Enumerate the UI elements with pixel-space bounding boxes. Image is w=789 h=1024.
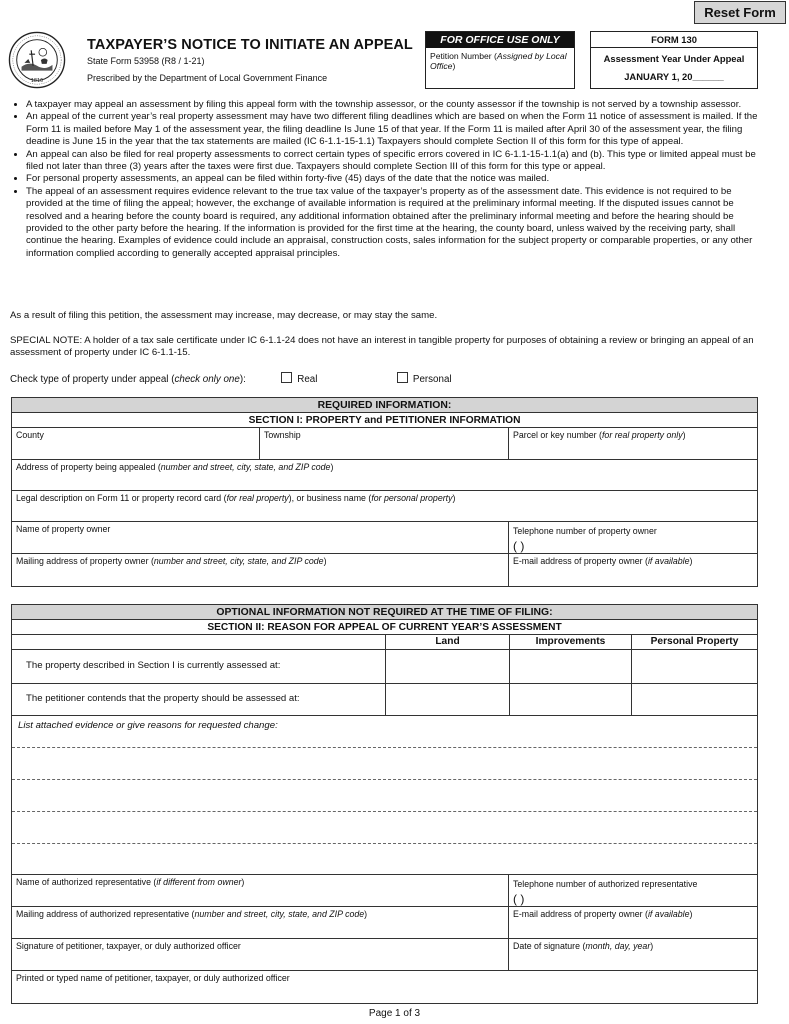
evidence-line (12, 780, 757, 812)
property-address-label: Address of property being appealed ( (16, 462, 161, 472)
signature-date-hint: month, day, year (585, 941, 651, 951)
owner-phone-label: Telephone number of property owner (513, 526, 657, 536)
owner-mailing-field[interactable] (12, 554, 509, 586)
property-type-hint: check only one (174, 374, 240, 385)
township-label: Township (264, 430, 301, 440)
rep-mailing-label: Mailing address of authorized representative ( (16, 909, 195, 919)
rep-phone-field[interactable] (509, 875, 757, 906)
owner-name-field[interactable] (12, 522, 509, 553)
property-type-label-end: ): (239, 374, 246, 385)
rep-name-hint: if different from owner (156, 877, 242, 887)
row-current-label: The property described in Section I is currently assessed at: (12, 650, 386, 683)
legal-label-b: for real property (226, 493, 289, 503)
evidence-line (12, 812, 757, 844)
evidence-field[interactable] (12, 716, 757, 875)
rep-mailing-hint: number and street, city, state, and ZIP code (194, 909, 365, 919)
rep-mailing-close: ) (364, 909, 368, 919)
rep-email-label: E-mail address of property owner ( (513, 909, 648, 919)
rep-email-close: ) (689, 909, 693, 919)
parcel-hint: for real property only (601, 430, 683, 440)
owner-name-label: Name of property owner (16, 524, 111, 534)
office-use-box (425, 31, 575, 89)
legal-description-field[interactable] (12, 491, 757, 521)
row-contends-label: The petitioner contends that the property should be assessed at: (12, 684, 386, 715)
petition-number-close: ) (452, 61, 456, 71)
result-note: As a result of filing this petition, the assessment may increase, may decrease, or may stay the same. (10, 310, 438, 321)
parcel-label: Parcel or key number ( (513, 430, 602, 440)
section-1 (11, 397, 758, 587)
personal-checkbox[interactable] (397, 372, 408, 383)
contended-personal-field[interactable] (632, 684, 757, 715)
township-field[interactable] (260, 428, 509, 459)
real-checkbox[interactable] (281, 372, 292, 383)
assessment-year-label: Assessment Year Under Appeal (603, 53, 745, 64)
rep-email-field[interactable] (509, 907, 757, 938)
instruction-item: • The appeal of an assessment requires evidence relevant to the true tax value of the taxpayer’s property as of the assessment date. This evidence is not required to be provided at the time of filing the appeal; however, the exchange of available information is required at the preliminary informal meeting. If the disputed issues cannot be resolved and a hearing before the county board is required, any additional information obtained after the preliminary informal meeting and before the hearing should be provided to the other party before the hearing. If the information is provided for the first time at the hearing, the county board, unless waived by the receiving party, shall continue the hearing. Examples of evidence could include an appraisal, construction costs, sales information for the subject property or comparable properties, or any other information complied according to generally accepted appraisal principles. (26, 186, 760, 260)
rep-email-hint: if available (647, 909, 690, 919)
petition-number-note: Assigned by Local Office (430, 51, 567, 71)
signature-date-label: Date of signature ( (513, 941, 586, 951)
rep-name-close: ) (241, 877, 245, 887)
rep-name-label: Name of authorized representative ( (16, 877, 157, 887)
col-personal-property: Personal Property (650, 636, 739, 647)
property-address-hint: number and street, city, state, and ZIP code (160, 462, 331, 472)
rep-name-field[interactable] (12, 875, 509, 906)
section-1-title: SECTION I: PROPERTY and PETITIONER INFORMATION (12, 413, 757, 428)
property-address-close: ) (330, 462, 334, 472)
section-2 (11, 604, 758, 1004)
legal-label-a: Legal description on Form 11 or property record card ( (16, 493, 227, 503)
prescribed-by: Prescribed by the Department of Local Government Finance (87, 73, 328, 83)
reset-form-button[interactable]: Reset Form (694, 1, 786, 24)
owner-mailing-hint: number and street, city, state, and ZIP code (153, 556, 324, 566)
owner-email-hint: if available (647, 556, 690, 566)
real-label: Real (297, 374, 318, 385)
office-use-title: FOR OFFICE USE ONLY (426, 32, 574, 48)
section-2-title: SECTION II: REASON FOR APPEAL OF CURRENT YEAR’S ASSESSMENT (12, 620, 757, 635)
owner-phone-paren: ( ) (513, 539, 525, 553)
evidence-line (12, 748, 757, 780)
owner-mailing-close: ) (323, 556, 327, 566)
county-label: County (16, 430, 44, 440)
form-number: FORM 130 (591, 32, 757, 48)
signature-date-field[interactable] (509, 939, 757, 970)
signature-field[interactable] (12, 939, 509, 970)
petition-number-field[interactable] (426, 48, 574, 71)
property-type-row (10, 372, 452, 385)
rep-phone-paren: ( ) (513, 892, 525, 906)
col-improvements: Improvements (510, 635, 632, 649)
page-number: Page 1 of 3 (368, 1008, 421, 1019)
signature-date-close: ) (650, 941, 654, 951)
seal-year: 1816 (30, 78, 44, 84)
owner-mailing-label: Mailing address of property owner ( (16, 556, 154, 566)
indiana-state-seal-icon (8, 31, 66, 89)
assessment-year-field[interactable]: JANUARY 1, 20______ (624, 71, 724, 82)
evidence-label: List attached evidence or give reasons for requested change: (18, 720, 278, 731)
owner-email-field[interactable] (509, 554, 757, 586)
rep-phone-label: Telephone number of authorized representative (513, 879, 698, 889)
property-address-field[interactable] (12, 460, 757, 490)
page-title: TAXPAYER’S NOTICE TO INITIATE AN APPEAL (87, 37, 413, 53)
instruction-item: • For personal property assessments, an appeal can be filed within forty-five (45) days of the date that the notice was mailed. (26, 173, 760, 185)
instruction-item: • An appeal can also be filed for real property assessments to correct certain types of specific errors covered in IC 6-1.1-15-1.1(a) and (b). This type or limited appeal must be filed not later than three (3) years after the taxes were first due. Taxpayers should complete Section III of this form for this type or appeal. (26, 149, 760, 174)
current-personal-field[interactable] (632, 650, 757, 683)
signature-label: Signature of petitioner, taxpayer, or duly authorized officer (16, 941, 241, 951)
current-land-field[interactable] (386, 650, 510, 683)
owner-email-label: E-mail address of property owner ( (513, 556, 648, 566)
required-information-band: REQUIRED INFORMATION: (12, 398, 757, 413)
state-form-number: State Form 53958 (R8 / 1-21) (87, 56, 205, 66)
petition-number-label: Petition Number ( (430, 51, 497, 61)
personal-label: Personal (412, 374, 452, 385)
property-type-label: Check type of property under appeal ( (10, 374, 175, 385)
parcel-close: ) (682, 430, 686, 440)
contended-improvements-field[interactable] (510, 684, 632, 715)
printed-name-label: Printed or typed name of petitioner, taxpayer, or duly authorized officer (16, 973, 290, 983)
legal-label-d: for personal property (371, 493, 453, 503)
contended-land-field[interactable] (386, 684, 510, 715)
instruction-item: • A taxpayer may appeal an assessment by filing this appeal form with the township assessor, or the county assessor if the township is not served by a township assessor. (26, 99, 760, 111)
owner-phone-field[interactable] (509, 522, 757, 553)
form-number-box (590, 31, 758, 89)
owner-email-close: ) (689, 556, 693, 566)
special-note: SPECIAL NOTE: A holder of a tax sale certificate under IC 6-1.1-24 does not have an interest in tangible property for purposes of obtaining a review or bringing an appeal of an assessment of property under IC 6-1.1-15. (10, 335, 754, 359)
parcel-number-field[interactable] (509, 428, 757, 459)
instructions-list (10, 99, 760, 260)
county-field[interactable] (12, 428, 260, 459)
current-improvements-field[interactable] (510, 650, 632, 683)
col-land: Land (386, 635, 510, 649)
legal-close: ) (452, 493, 456, 503)
optional-information-band: OPTIONAL INFORMATION NOT REQUIRED AT THE TIME OF FILING: (12, 605, 757, 620)
legal-label-c: ), or business name ( (288, 493, 372, 503)
instruction-item: • An appeal of the current year’s real property assessment may have two different filing deadlines which are based on when the Form 11 notice of assessment is mailed. If the Form 11 is mailed before May 1 of the assessment year, the filing deadline Is June 15 of that year. If the Form 11 is mailed after April 30 of the assessment year, the filing deadine is June 15 in the year that the tax statements are mailed (IC 6-1.1-15-1.1) Taxpayers should complete Section II of this form for this type of appeal. (26, 111, 760, 148)
printed-name-field[interactable] (12, 971, 757, 1003)
rep-mailing-field[interactable] (12, 907, 509, 938)
